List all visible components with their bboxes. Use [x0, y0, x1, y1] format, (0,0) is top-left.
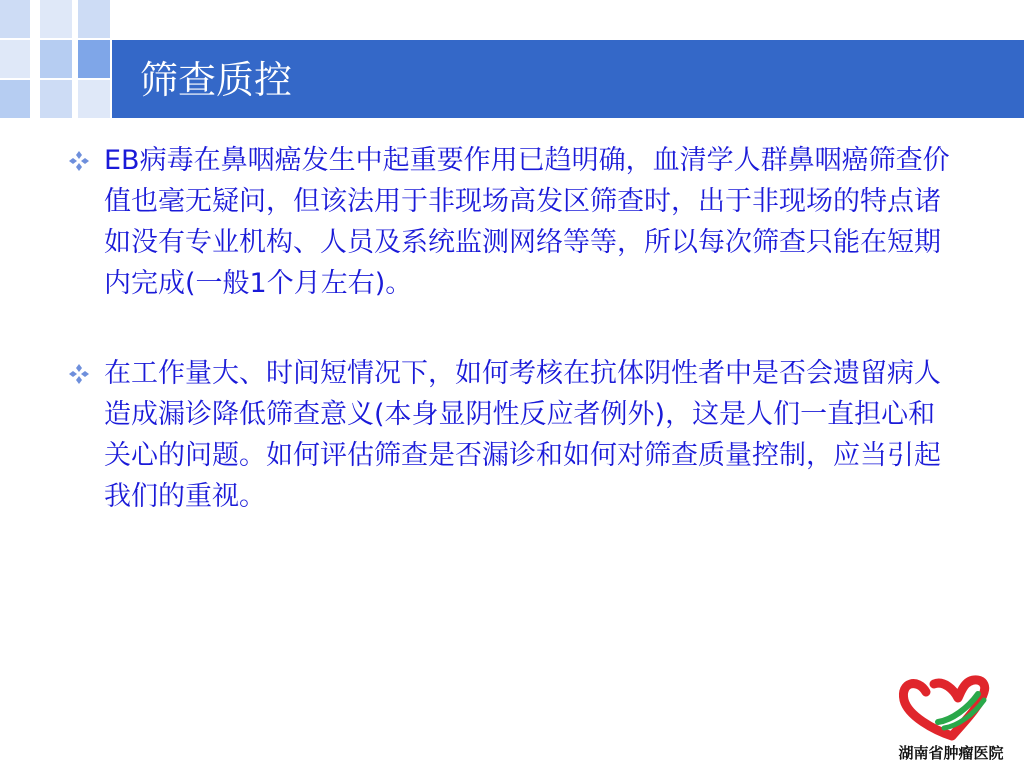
bullet-item	[62, 140, 962, 304]
decor-square	[0, 40, 30, 78]
diamond-bullet-icon	[68, 363, 90, 385]
decor-square	[40, 0, 72, 38]
decor-square	[78, 0, 110, 38]
decor-square	[0, 0, 30, 38]
slide-title: 筛查质控	[140, 58, 293, 102]
bullet-text: EB病毒在鼻咽癌发生中起重要作用已趋明确，血清学人群鼻咽癌筛查价值也毫无疑问，但该法用于非现场高发区筛查时，出于非现场的特点诸如没有专业机构、人员及系统监测网络等等，所以每次筛查只能在短期内完成(一般1个月左右)。	[104, 145, 950, 299]
slide-content	[62, 140, 962, 517]
bullet-item	[62, 353, 962, 517]
hospital-logo	[888, 672, 1014, 764]
bullet-text: 在工作量大、时间短情况下，如何考核在抗体阴性者中是否会遗留病人造成漏诊降低筛查意义(本身显阴性反应者例外)，这是人们一直担心和关心的问题。如何评估筛查是否漏诊和如何对筛查质量控制，应当引起我们的重视。	[104, 358, 941, 512]
diamond-bullet-icon	[68, 150, 90, 172]
decor-square	[40, 40, 72, 78]
decor-square	[40, 80, 72, 118]
decor-square	[0, 80, 30, 118]
decor-square	[78, 40, 110, 78]
heart-logo-icon	[888, 672, 1014, 742]
logo-text: 湖南省肿瘤医院	[898, 744, 1004, 762]
decor-square	[78, 80, 110, 118]
